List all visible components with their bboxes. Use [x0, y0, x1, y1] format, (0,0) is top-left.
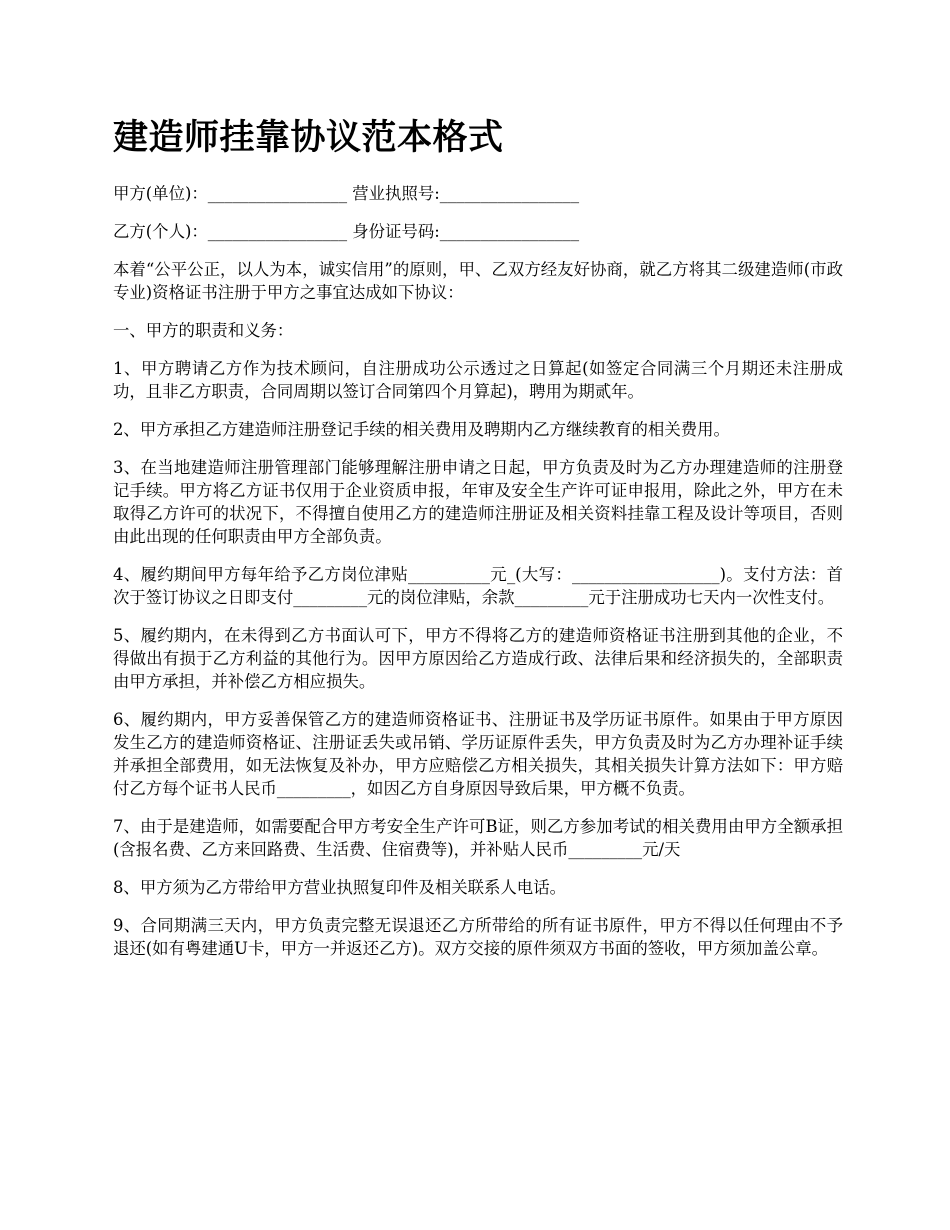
party-b-line: 乙方(个人)：_________________ 身份证号码:_________________: [113, 222, 580, 241]
clause-paragraph: 9、合同期满三天内，甲方负责完整无误退还乙方所带给的所有证书原件，甲方不得以任何理由不予退还(如有粤建通U卡，甲方一并返还乙方)。双方交接的原件须双方书面的签收，甲方须加盖公章。: [113, 916, 843, 958]
clause-paragraph: 1、甲方聘请乙方作为技术顾问，自注册成功公示透过之日算起(如签定合同满三个月期还未注册成功，且非乙方职责，合同周期以签订合同第四个月算起)，聘用为期贰年。: [113, 359, 843, 401]
clause-paragraph: 3、在当地建造师注册管理部门能够理解注册申请之日起，甲方负责及时为乙方办理建造师的注册登记手续。甲方将乙方证书仅用于企业资质申报，年审及安全生产许可证申报用，除此之外，甲方在未取得乙方许可的状况下，不得擅自使用乙方的建造师注册证及相关资料挂靠工程及设计等项目，否则由此出现的任何职责由甲方全部负责。: [113, 458, 843, 546]
document-page: [113, 112, 843, 975]
clause-paragraph: 2、甲方承担乙方建造师注册登记手续的相关费用及聘期内乙方继续教育的相关费用。: [113, 420, 730, 439]
party-a-line: 甲方(单位)：_________________ 营业执照号:_________________: [113, 184, 580, 203]
clause-paragraph: 7、由于是建造师，如需要配合甲方考安全生产许可B证，则乙方参加考试的相关费用由甲方全额承担(含报名费、乙方来回路费、生活费、住宿费等)，并补贴人民币_________元/天: [113, 817, 843, 859]
document-title: 建造师挂靠协议范本格式: [113, 118, 504, 158]
clause-paragraph: 8、甲方须为乙方带给甲方营业执照复印件及相关联系人电话。: [113, 878, 566, 897]
clause-paragraph: 6、履约期内，甲方妥善保管乙方的建造师资格证书、注册证书及学历证书原件。如果由于甲方原因发生乙方的建造师资格证、注册证丢失或吊销、学历证原件丢失，甲方负责及时为乙方办理补证手续并承担全部费用，如无法恢复及补办，甲方应赔偿乙方相关损失，其相关损失计算方法如下：甲方赔付乙方每个证书人民币_________，如因乙方自身原因导致后果，甲方概不负责。: [113, 710, 843, 798]
clause-paragraph: 5、履约期内，在未得到乙方书面认可下，甲方不得将乙方的建造师资格证书注册到其他的企业，不得做出有损于乙方利益的其他行为。因甲方原因给乙方造成行政、法律后果和经济损失的，全部职责由甲方承担，并补偿乙方相应损失。: [113, 626, 843, 691]
clause-paragraph: 4、履约期间甲方每年给予乙方岗位津贴__________元_(大写：__________________)。支付方法：首次于签订协议之日即支付_________元的岗位津贴，余款_________元于注册成功七天内一次性支付。: [113, 565, 843, 607]
preamble-paragraph: 本着“公平公正，以人为本，诚实信用”的原则，甲、乙双方经友好协商，就乙方将其二级建造师(市政专业)资格证书注册于甲方之事宜达成如下协议：: [113, 260, 843, 302]
section-heading: 一、甲方的职责和义务：: [113, 321, 294, 340]
